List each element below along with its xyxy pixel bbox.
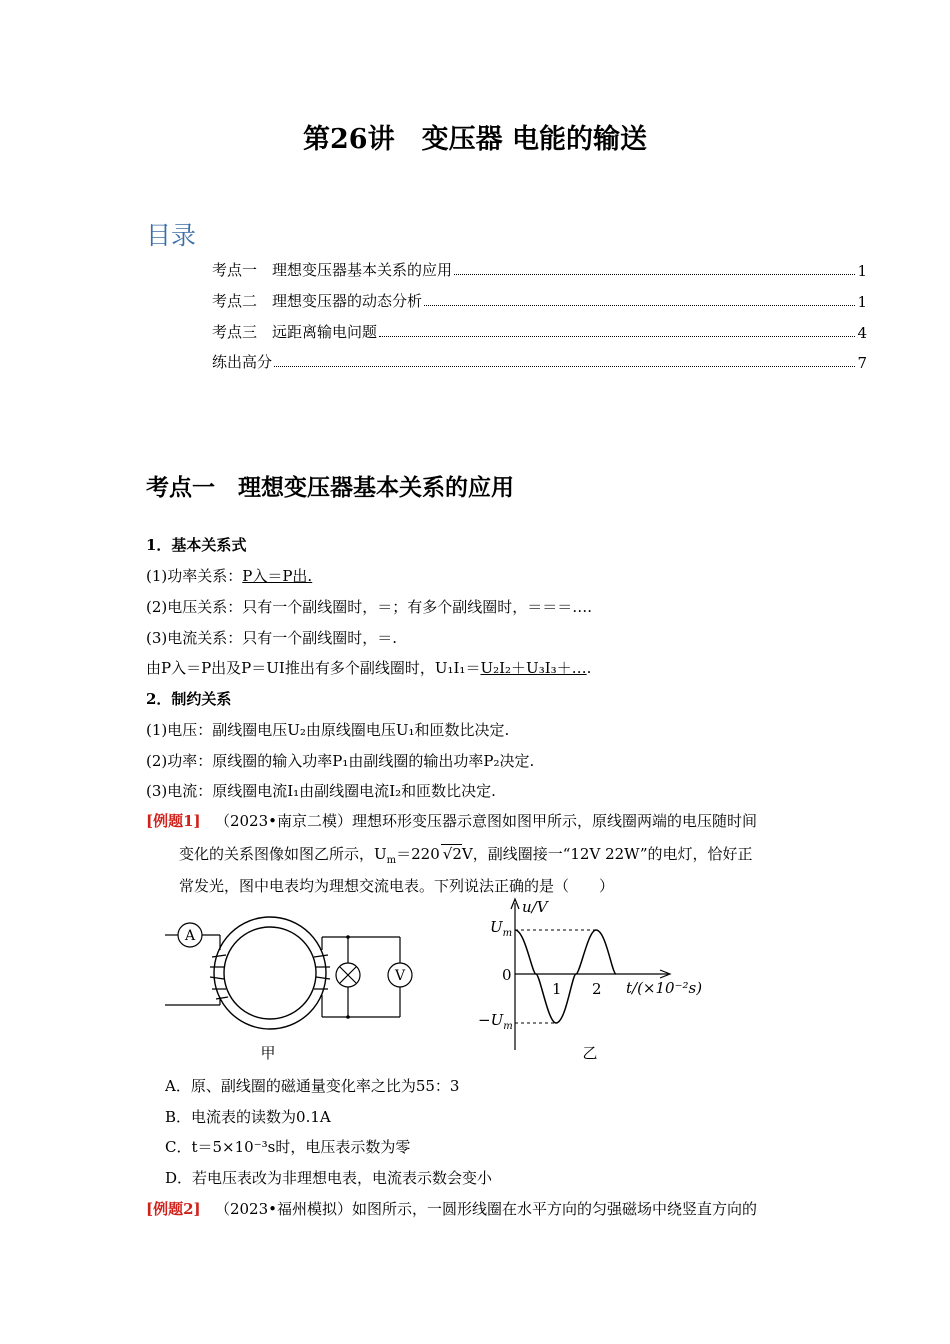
toc-leader	[454, 274, 855, 275]
ammeter-label: A	[184, 928, 196, 944]
toc-leader	[379, 336, 855, 337]
example1-text: V，副线圈接一“12V 22W”的电灯，恰好正	[461, 845, 753, 863]
example1-tag: [例题1]	[146, 812, 201, 830]
um-subscript: m	[386, 855, 397, 866]
toc-item[interactable]	[212, 350, 867, 372]
example2-line1	[146, 1198, 757, 1219]
constraint-current: (3)电流：原线圈电流I₁由副线圈电流I₂和匝数比决定.	[146, 782, 496, 800]
voltage-relation: (2)电压关系：只有一个副线圈时，＝；有多个副线圈时，＝＝＝….	[146, 598, 593, 616]
toc-item-label: 考点三 远距离输电问题	[212, 323, 378, 341]
subheading-basic-relations: 1．基本关系式	[146, 536, 247, 554]
figure-caption-jia: 甲	[260, 1044, 276, 1062]
figure-caption-yi: 乙	[582, 1044, 598, 1062]
toc-item-page: 7	[857, 354, 867, 372]
x-tick-1: 1	[552, 980, 562, 998]
sine-curve	[515, 930, 616, 1023]
option-c[interactable]: C．t＝5×10⁻³s时，电压表示数为零	[165, 1138, 411, 1156]
option-a[interactable]: A．原、副线圈的磁通量变化率之比为55：3	[165, 1077, 460, 1095]
example1-line1	[146, 810, 757, 831]
voltmeter-label: V	[394, 968, 406, 984]
example2-tag: [例题2]	[146, 1200, 201, 1218]
um-tick-label: $U_m$	[490, 918, 513, 939]
toc-leader	[274, 366, 855, 367]
multi-coil-formula: U₂I₂＋U₃I₃＋…	[480, 659, 587, 677]
y-axis-label: u/V	[522, 898, 548, 916]
toc-item-page: 1	[857, 293, 867, 311]
toc-item-page: 1	[857, 262, 867, 280]
example1-line3: 常发光，图中电表均为理想交流电表。下列说法正确的是（ ）	[179, 877, 615, 895]
toc-item[interactable]	[212, 320, 867, 342]
sqrt-radicand: √2	[442, 845, 462, 863]
origin-label: 0	[502, 966, 512, 984]
option-d[interactable]: D．若电压表改为非理想电表，电流表示数会变小	[165, 1169, 493, 1187]
neg-um-tick-label: $-U_m$	[478, 1011, 513, 1032]
toroid-core-inner	[224, 927, 316, 1019]
transformer-figure	[160, 905, 420, 1065]
toc-heading: 目录	[146, 221, 197, 250]
toc-item-page: 4	[857, 324, 867, 342]
example1-line2	[179, 843, 753, 866]
constraint-voltage: (1)电压：副线圈电压U₂由原线圈电压U₁和匝数比决定.	[146, 721, 510, 739]
example1-text: 变化的关系图像如图乙所示，U	[179, 845, 387, 863]
example2-text: （2023•福州模拟）如图所示，一圆形线圈在水平方向的匀强磁场中绕竖直方向的	[214, 1200, 757, 1218]
x-axis-label: t/(×10⁻²s)	[626, 979, 703, 997]
toc-item-label: 练出高分	[212, 353, 273, 371]
option-b[interactable]: B．电流表的读数为0.1A	[165, 1108, 331, 1126]
toc-item[interactable]	[212, 289, 867, 311]
voltage-time-graph	[470, 895, 715, 1065]
multi-coil-relation	[146, 657, 591, 678]
section-heading: 考点一 理想变压器基本关系的应用	[146, 474, 514, 501]
radicand: 2	[452, 845, 462, 863]
toc-item-label: 考点一 理想变压器基本关系的应用	[212, 261, 453, 279]
multi-coil-end: .	[586, 659, 592, 677]
toc-item[interactable]	[212, 258, 867, 280]
subheading-constraints: 2．制约关系	[146, 690, 232, 708]
current-relation: (3)电流关系：只有一个副线圈时，＝.	[146, 629, 398, 647]
toroid-core-outer	[214, 917, 326, 1029]
multi-coil-text: 由P入＝P出及P＝UI推出有多个副线圈时，U₁I₁＝	[146, 659, 481, 677]
power-relation	[146, 565, 312, 586]
example1-text: （2023•南京二模）理想环形变压器示意图如图甲所示，原线圈两端的电压随时间	[214, 812, 757, 830]
x-tick-2: 2	[592, 980, 602, 998]
page-title: 第26讲 变压器 电能的输送	[303, 124, 647, 155]
power-formula: P入＝P出.	[242, 567, 313, 585]
example1-text: ＝220	[396, 845, 440, 863]
constraint-power: (2)功率：原线圈的输入功率P₁由副线圈的输出功率P₂决定.	[146, 752, 535, 770]
power-relation-label: (1)功率关系：	[146, 567, 243, 585]
toc-item-label: 考点二 理想变压器的动态分析	[212, 292, 423, 310]
toc-leader	[424, 305, 855, 306]
